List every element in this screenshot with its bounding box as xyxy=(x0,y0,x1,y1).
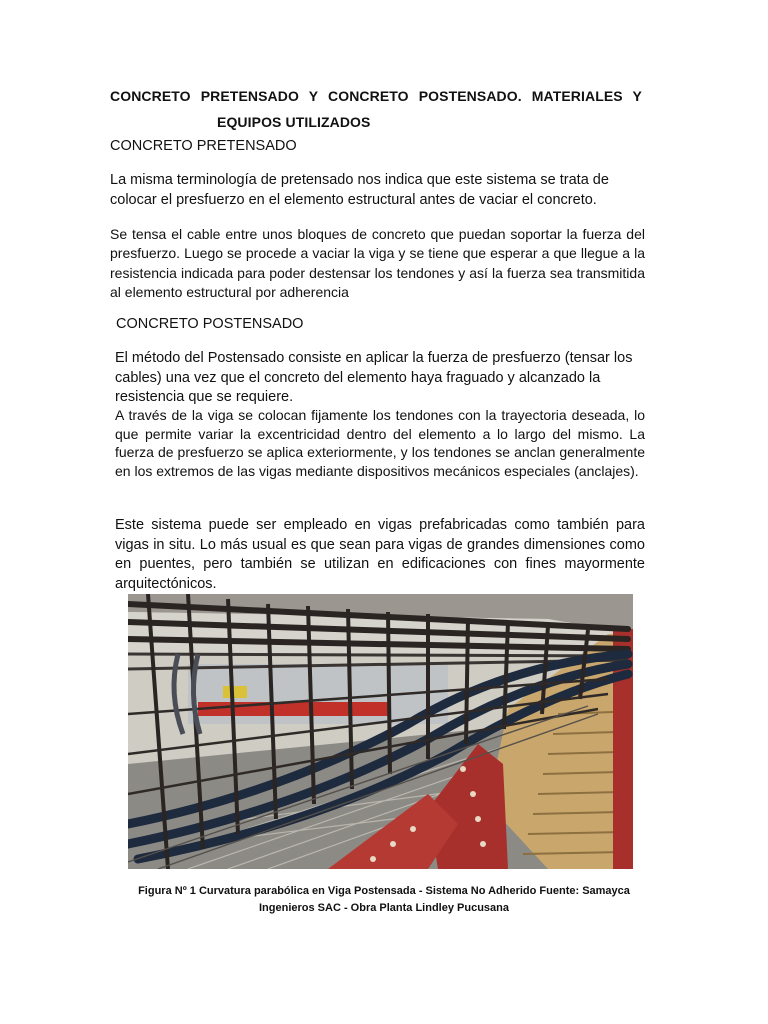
title-line-1: CONCRETO PRETENSADO Y CONCRETO POSTENSADO. MATERIALES Y xyxy=(110,88,642,104)
figure-caption-line-1: Figura Nº 1 Curvatura parabólica en Viga Postensada - Sistema No Adherido Fuente: Samayca xyxy=(138,885,630,897)
section-heading-pretensado: CONCRETO PRETENSADO xyxy=(110,138,297,154)
figure-photo-post-tensioned-beam xyxy=(128,594,633,869)
paragraph-postensado-method: El método del Postensado consiste en aplicar la fuerza de presfuerzo (tensar los cables) una vez que el concreto del elemento haya fraguado y alcanzado la resistencia que se requiere. xyxy=(115,350,633,405)
paragraph-postensado-uses: Este sistema puede ser empleado en vigas prefabricadas como también para vigas in situ. Lo más usual es que sean para vigas de grandes dimensiones como en puentes, pero también se utilizan en edificaciones con fines mayormente arquitectónicos. xyxy=(115,517,645,592)
figure-caption xyxy=(100,883,668,917)
figure-caption-line-2: Ingenieros SAC - Obra Planta Lindley Pucusana xyxy=(258,902,509,914)
title-line-2: EQUIPOS UTILIZADOS xyxy=(217,114,371,130)
paragraph-postensado-tendons: A través de la viga se colocan fijamente los tendones con la trayectoria deseada, lo que permite variar la excentricidad dentro del elemento a lo largo del mismo. La fuerza de presfuerzo se aplica exteriormente, y los tendones se anclan generalmente en los extremos de las vigas mediante dispositivos mecánicos especiales (anclajes). xyxy=(115,407,645,479)
document-title xyxy=(110,83,642,135)
paragraph-pretensado-process: Se tensa el cable entre unos bloques de concreto que puedan soportar la fuerza del presfuerzo. Luego se procede a vaciar la viga y se tiene que esperar a que llegue a la resistencia indicada para poder destensar los tendones y así la fuerza sea transmitida al elemento estructural por adherencia xyxy=(110,226,645,300)
paragraph-pretensado-definition: La misma terminología de pretensado nos indica que este sistema se trata de colocar el presfuerzo en el elemento estructural antes de vaciar el concreto. xyxy=(110,172,609,208)
section-heading-postensado: CONCRETO POSTENSADO xyxy=(116,316,304,332)
